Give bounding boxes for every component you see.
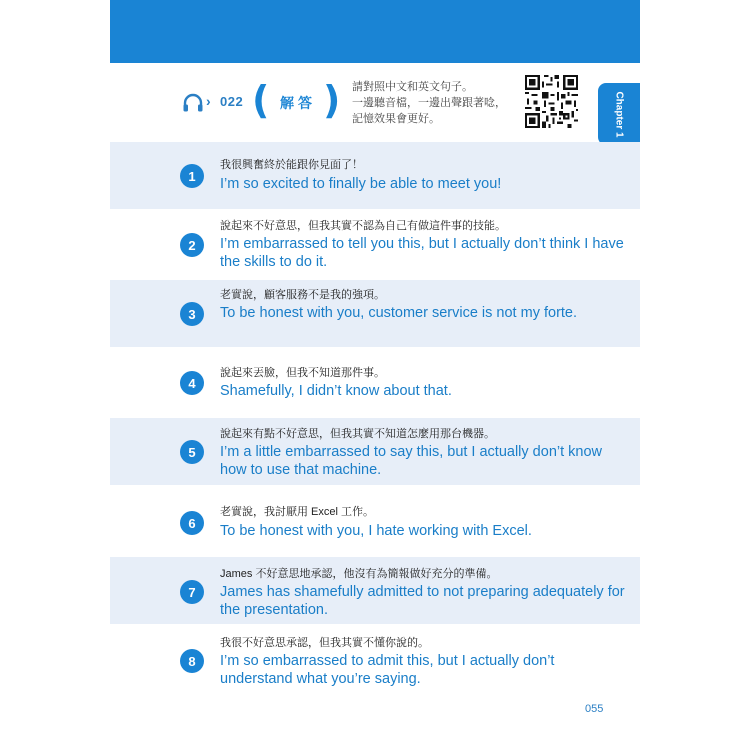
sentence-number-badge: 6 bbox=[180, 511, 204, 535]
sentence-number-badge: 5 bbox=[180, 440, 204, 464]
sentence-row bbox=[110, 211, 640, 278]
chinese-sentence: James 不好意思地承認，他沒有為簡報做好充分的準備。 bbox=[220, 568, 498, 580]
sentence-number-badge: 1 bbox=[180, 164, 204, 188]
sentence-number-badge: 8 bbox=[180, 649, 204, 673]
track-number: 022 bbox=[220, 94, 244, 109]
chapter-label: Chapter 1 bbox=[613, 90, 625, 138]
english-sentence: I’m a little embarrassed to say this, but I actually don’t know how to use that machine. bbox=[220, 444, 603, 478]
sentence-row bbox=[110, 142, 640, 209]
sentence-number-badge: 3 bbox=[180, 302, 204, 326]
chinese-sentence: 我很不好意思承認，但我其實不懂你說的。 bbox=[220, 637, 429, 649]
sentence-row bbox=[110, 557, 640, 624]
qr-code[interactable] bbox=[525, 75, 578, 128]
sentence-number-badge: 4 bbox=[180, 371, 204, 395]
chinese-sentence: 說起來不好意思，但我其實不認為自己有做這件事的技能。 bbox=[220, 220, 506, 232]
instruction-line: 一邊聽音檔，一邊出聲跟著唸， bbox=[352, 97, 506, 109]
bracket-right: ) bbox=[323, 78, 341, 122]
instruction-line: 記憶效果會更好。 bbox=[352, 113, 440, 125]
english-sentence: James has shamefully admitted to not preparing adequately for the presentation. bbox=[220, 584, 625, 618]
instructions bbox=[352, 79, 517, 127]
sentence-row bbox=[110, 280, 640, 347]
chinese-sentence: 老實說，我討厭用 Excel 工作。 bbox=[220, 506, 375, 518]
page-number: 055 bbox=[585, 703, 604, 715]
sentence-row bbox=[110, 487, 640, 554]
chevron-right-icon: › bbox=[206, 93, 211, 109]
english-sentence: I’m embarrassed to tell you this, but I actually don’t think I have the skills to do it. bbox=[220, 236, 624, 270]
section-header bbox=[110, 63, 640, 143]
chapter-tab[interactable] bbox=[598, 83, 640, 145]
sentence-row bbox=[110, 349, 640, 416]
instruction-line: 請對照中文和英文句子。 bbox=[352, 81, 473, 93]
sentence-row bbox=[110, 626, 640, 693]
english-sentence: To be honest with you, customer service is not my forte. bbox=[220, 305, 578, 321]
top-banner bbox=[110, 0, 640, 63]
section-title: 解答 bbox=[280, 95, 316, 111]
english-sentence: I’m so excited to finally be able to meet you! bbox=[220, 176, 502, 192]
chinese-sentence: 說起來有點不好意思，但我其實不知道怎麼用那台機器。 bbox=[220, 428, 495, 440]
english-sentence: To be honest with you, I hate working with Excel. bbox=[220, 523, 532, 539]
sentence-number-badge: 2 bbox=[180, 233, 204, 257]
headphones-icon[interactable] bbox=[182, 93, 204, 113]
chinese-sentence: 說起來丟臉，但我不知道那件事。 bbox=[220, 367, 385, 379]
bracket-left: ( bbox=[252, 78, 270, 122]
chinese-sentence: 老實說，顧客服務不是我的強項。 bbox=[220, 289, 385, 301]
sentence-row bbox=[110, 418, 640, 485]
english-sentence: Shamefully, I didn’t know about that. bbox=[220, 383, 452, 399]
sentence-number-badge: 7 bbox=[180, 580, 204, 604]
chinese-sentence: 我很興奮終於能跟你見面了！ bbox=[220, 159, 363, 171]
english-sentence: I’m so embarrassed to admit this, but I actually don’t understand what you’re saying. bbox=[220, 653, 555, 687]
page bbox=[110, 0, 640, 750]
